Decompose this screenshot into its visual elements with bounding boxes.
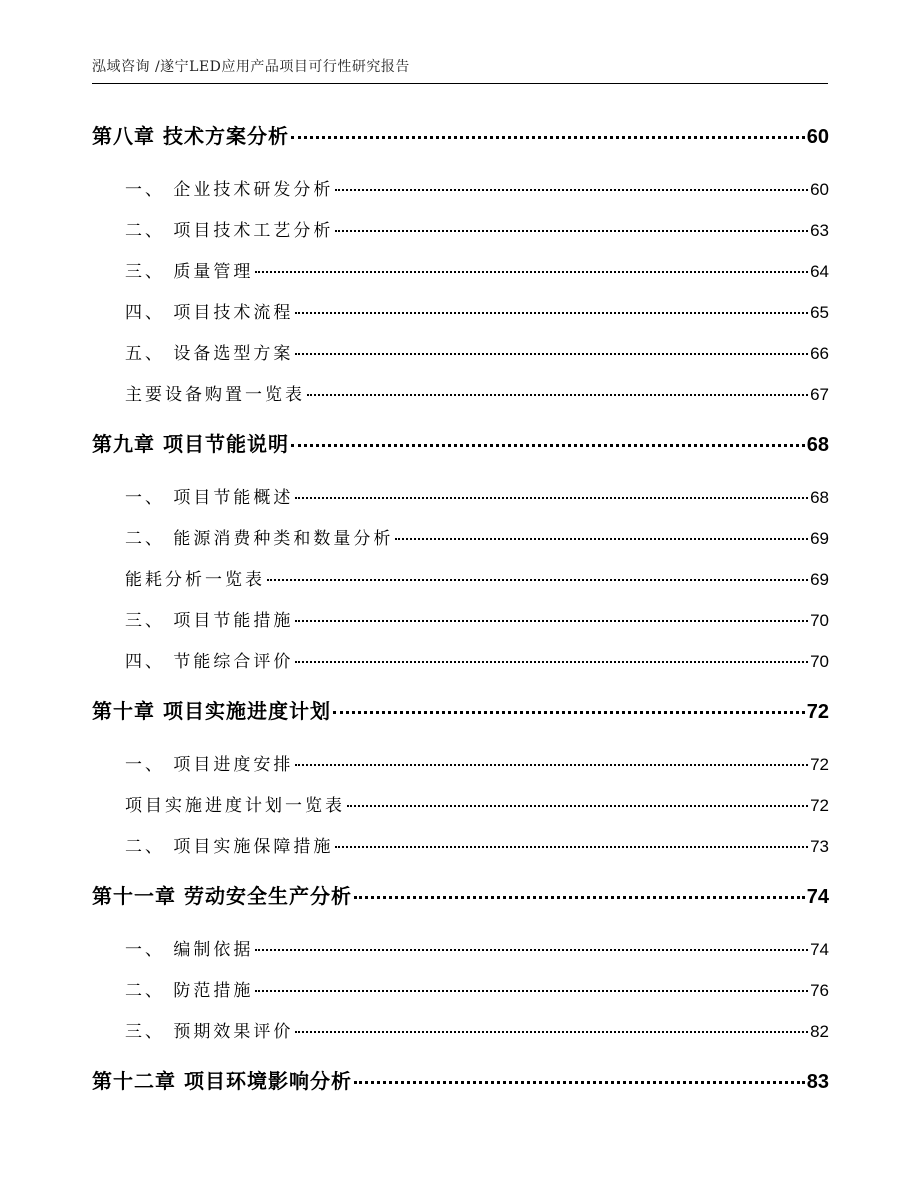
toc-page-number: 72 (810, 796, 829, 815)
toc-entry-title: 二、 项目实施保障措施 (125, 837, 334, 857)
toc-entry-title: 二、 项目技术工艺分析 (125, 221, 334, 241)
toc-dot-leader (335, 189, 808, 191)
toc-table-entry[interactable] (92, 791, 829, 817)
toc-dot-leader (295, 620, 808, 622)
toc-entry-title: 一、 企业技术研发分析 (125, 180, 334, 200)
toc-section[interactable] (92, 216, 829, 242)
toc-section[interactable] (92, 524, 829, 550)
toc-entry-title: 三、 项目节能措施 (125, 611, 294, 631)
toc-page-number: 67 (810, 385, 829, 404)
toc-dot-leader (395, 538, 808, 540)
toc-dot-leader (295, 312, 808, 314)
toc-chapter-8[interactable] (92, 120, 829, 150)
toc-section[interactable] (92, 298, 829, 324)
toc-section[interactable] (92, 606, 829, 632)
toc-dot-leader (354, 896, 805, 899)
toc-dot-leader (295, 764, 808, 766)
toc-page-number: 83 (806, 1071, 829, 1093)
toc-section[interactable] (92, 339, 829, 365)
toc-entry-title: 能耗分析一览表 (125, 570, 265, 590)
toc-dot-leader (335, 846, 808, 848)
toc-entry-title: 四、 节能综合评价 (125, 652, 294, 672)
toc-page-number: 68 (806, 434, 829, 456)
toc-section[interactable] (92, 1017, 829, 1043)
toc-entry-title: 一、 编制依据 (125, 940, 254, 960)
toc-page-number: 74 (810, 940, 829, 959)
toc-section[interactable] (92, 647, 829, 673)
toc-page-number: 69 (810, 570, 829, 589)
toc-section[interactable] (92, 935, 829, 961)
toc-dot-leader (295, 497, 808, 499)
toc-dot-leader (267, 579, 808, 581)
toc-dot-leader (255, 949, 808, 951)
toc-page-number: 65 (810, 303, 829, 322)
toc-entry-title: 第八章 技术方案分析 (92, 124, 289, 148)
toc-entry-title: 二、 防范措施 (125, 981, 254, 1001)
toc-page-number: 70 (810, 611, 829, 630)
toc-dot-leader (295, 353, 808, 355)
toc-page-number: 74 (806, 886, 829, 908)
toc-page-number: 60 (806, 126, 829, 148)
toc-entry-title: 四、 项目技术流程 (125, 303, 294, 323)
toc-dot-leader (354, 1081, 805, 1084)
toc-dot-leader (335, 230, 808, 232)
toc-page-number: 63 (810, 221, 829, 240)
toc-dot-leader (333, 711, 805, 714)
toc-section[interactable] (92, 257, 829, 283)
toc-dot-leader (307, 394, 808, 396)
toc-entry-title: 第十一章 劳动安全生产分析 (92, 884, 352, 908)
toc-page-number: 60 (810, 180, 829, 199)
toc-chapter-10[interactable] (92, 695, 829, 725)
toc-section[interactable] (92, 750, 829, 776)
toc-page-number: 64 (810, 262, 829, 281)
toc-page-number: 66 (810, 344, 829, 363)
toc-dot-leader (291, 136, 805, 139)
toc-entry-title: 五、 设备选型方案 (125, 344, 294, 364)
toc-entry-title: 主要设备购置一览表 (125, 385, 305, 405)
toc-chapter-12[interactable] (92, 1065, 829, 1095)
toc-entry-title: 项目实施进度计划一览表 (125, 796, 345, 816)
toc-dot-leader (291, 444, 805, 447)
toc-dot-leader (295, 661, 808, 663)
page-header-text: 泓域咨询 /遂宁LED应用产品项目可行性研究报告 (92, 59, 410, 75)
toc-table-entry[interactable] (92, 380, 829, 406)
toc-entry-title: 三、 预期效果评价 (125, 1022, 294, 1042)
toc-section[interactable] (92, 832, 829, 858)
toc-section[interactable] (92, 976, 829, 1002)
toc-dot-leader (255, 990, 808, 992)
toc-entry-title: 第九章 项目节能说明 (92, 432, 289, 456)
toc-page-number: 73 (810, 837, 829, 856)
toc-dot-leader (295, 1031, 808, 1033)
toc-dot-leader (347, 805, 808, 807)
toc-entry-title: 一、 项目节能概述 (125, 488, 294, 508)
toc-entry-title: 二、 能源消费种类和数量分析 (125, 529, 394, 549)
toc-dot-leader (255, 271, 808, 273)
toc-chapter-11[interactable] (92, 880, 829, 910)
toc-page-number: 72 (806, 701, 829, 723)
toc-page-number: 70 (810, 652, 829, 671)
toc-entry-title: 第十章 项目实施进度计划 (92, 699, 331, 723)
toc-page-number: 68 (810, 488, 829, 507)
toc-entry-title: 一、 项目进度安排 (125, 755, 294, 775)
toc-entry-title: 三、 质量管理 (125, 262, 254, 282)
toc-entry-title: 第十二章 项目环境影响分析 (92, 1069, 352, 1093)
toc-page-number: 69 (810, 529, 829, 548)
toc-page-number: 76 (810, 981, 829, 1000)
toc-table-entry[interactable] (92, 565, 829, 591)
toc-chapter-9[interactable] (92, 428, 829, 458)
toc-section[interactable] (92, 175, 829, 201)
toc-section[interactable] (92, 483, 829, 509)
toc-page-number: 82 (810, 1022, 829, 1041)
toc-page-number: 72 (810, 755, 829, 774)
